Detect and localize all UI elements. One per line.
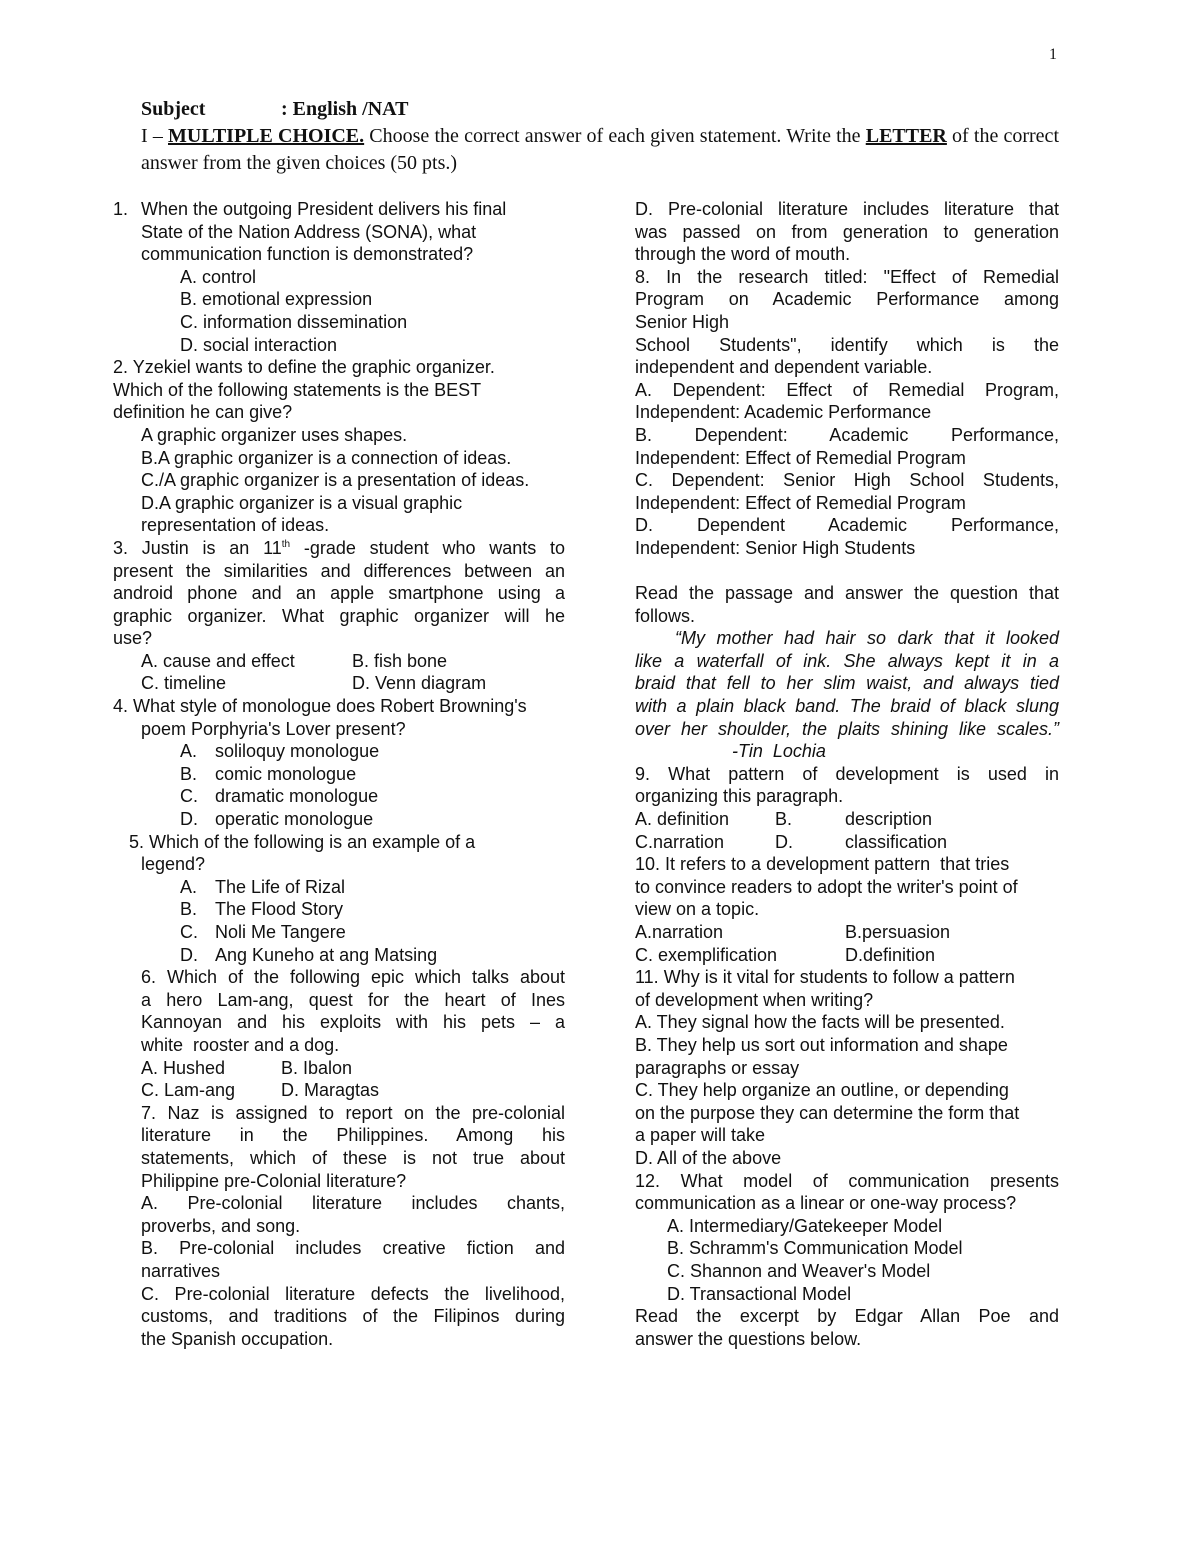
q5-choice-letter: D.	[180, 944, 198, 965]
q5-choice-letter: A.	[180, 876, 198, 897]
q4-choice-letter: B.	[180, 763, 198, 784]
q8-line: Program on Academic Performance among	[635, 289, 1059, 310]
q2-choice: D.A graphic organizer is a visual graphic	[141, 492, 463, 513]
q5-choice-letter: B.	[180, 899, 198, 920]
instr-letter: LETTER	[865, 125, 947, 147]
q11-option-b: paragraphs or essay	[635, 1057, 800, 1078]
passage-quote: like a waterfall of ink. She always kept it in a	[635, 650, 1059, 671]
q12-line: 12. What model of communication presents	[635, 1170, 1059, 1191]
instr-part2: Choose the correct answer of each given statement. Write the	[364, 125, 861, 147]
instr-mc: MULTIPLE CHOICE.	[168, 125, 365, 147]
q1-line: When the outgoing President delivers his final	[141, 199, 507, 219]
q3-sup: th	[281, 538, 291, 550]
q5-choice-letter: C.	[180, 922, 198, 942]
q1-choice: B. emotional expression	[180, 289, 373, 310]
q9-choice: description	[845, 809, 933, 830]
subject-line	[141, 95, 1059, 123]
subject-label: Subject	[141, 98, 206, 120]
question-2	[113, 356, 565, 537]
q3-choice: D. Venn diagram	[352, 673, 487, 694]
q11-line: 11. Why is it vital for students to follow a pattern	[635, 967, 1015, 988]
q7-line: 7. Naz is assigned to report on the pre-colonial	[141, 1102, 565, 1123]
q2-line: Which of the following statements is the BEST	[113, 379, 482, 400]
q12-line: communication as a linear or one-way process?	[635, 1193, 1017, 1214]
question-9	[635, 763, 1059, 853]
q8-option: Independent: Academic Performance	[635, 402, 932, 423]
q9-choice: C.narration	[635, 831, 725, 852]
q11-option-a: A. They signal how the facts will be presented.	[635, 1012, 1005, 1033]
q10-choice: B.persuasion	[845, 922, 951, 942]
q8-line: Senior High	[635, 311, 730, 332]
q4-choice: dramatic monologue	[215, 786, 379, 807]
q8-option: Independent: Effect of Remedial Program	[635, 492, 966, 513]
q9-choice: classification	[845, 831, 948, 852]
page-number: 1	[1049, 46, 1057, 63]
passage-quote: “My mother had hair so dark that it looked	[675, 628, 1059, 649]
q12-choice: C. Shannon and Weaver's Model	[667, 1260, 931, 1281]
q2-choice: A graphic organizer uses shapes.	[141, 424, 408, 445]
q7-option-d: was passed on from generation to generation	[635, 221, 1059, 242]
q11-option-c: a paper will take	[635, 1125, 766, 1146]
q6-choice: A. Hushed	[141, 1057, 226, 1078]
q2-line: definition he can give?	[113, 402, 293, 423]
left-column	[113, 198, 565, 1350]
q3-line	[113, 537, 565, 560]
q6-line: 6. Which of the following epic which talks about	[141, 967, 565, 988]
question-10	[635, 853, 1059, 966]
q3-line: graphic organizer. What graphic organizer will he	[113, 605, 565, 626]
q3-line: use?	[113, 628, 153, 649]
q7-option-d: through the word of mouth.	[635, 244, 851, 265]
q2-choice: representation of ideas.	[141, 515, 330, 536]
question-12	[635, 1170, 1059, 1306]
passage-quote: with a plain black band. The braid of black slung	[635, 696, 1059, 717]
passage-intro: Read the passage and answer the question that	[635, 583, 1059, 604]
q5-line: legend?	[141, 854, 206, 875]
q10-choice: C. exemplification	[635, 944, 778, 965]
passage	[635, 582, 1059, 763]
q8-option: Independent: Senior High Students	[635, 537, 916, 558]
excerpt-line: answer the questions below.	[635, 1328, 862, 1349]
q4-choice: comic monologue	[215, 763, 357, 784]
q11-option-c: C. They help organize an outline, or depending	[635, 1080, 1009, 1101]
q12-choice: A. Intermediary/Gatekeeper Model	[667, 1215, 943, 1236]
q5-choice: Ang Kuneho at ang Matsing	[215, 944, 438, 965]
q7-line: statements, which of these is not true about	[141, 1147, 565, 1168]
question-4	[113, 695, 565, 831]
q3-choice: B. fish bone	[352, 650, 448, 671]
blank-line	[635, 560, 1059, 583]
q1-line: communication function is demonstrated?	[141, 244, 474, 265]
q2-line: 2. Yzekiel wants to define the graphic organizer.	[113, 357, 495, 378]
q7-option-c: customs, and traditions of the Filipinos during	[141, 1306, 565, 1327]
q4-choice-letter: D.	[180, 809, 198, 830]
q4-choice-letter: C.	[180, 786, 198, 807]
q8-line: independent and dependent variable.	[635, 357, 933, 378]
q6-choice: D. Maragtas	[281, 1080, 380, 1101]
q12-choice: D. Transactional Model	[667, 1283, 852, 1304]
q8-option: A. Dependent: Effect of Remedial Program,	[635, 379, 1059, 400]
q7-option-d: D. Pre-colonial literature includes literature that	[635, 199, 1059, 219]
q4-choice: soliloquy monologue	[215, 741, 380, 762]
q6-choice: B. Ibalon	[281, 1057, 353, 1078]
passage-quote: braid that fell to her slim waist, and always tied	[635, 673, 1059, 694]
q10-line: view on a topic.	[635, 899, 760, 920]
question-7	[113, 1102, 565, 1351]
q8-option: C. Dependent: Senior High School Students,	[635, 470, 1059, 491]
q7-line: literature in the Philippines. Among his	[141, 1125, 565, 1146]
q3-line: android phone and an apple smartphone using a	[113, 583, 565, 604]
q3-text: -grade student who wants to	[290, 537, 566, 558]
q4-line: poem Porphyria's Lover present?	[141, 718, 406, 739]
q10-choice: A.narration	[635, 922, 724, 942]
q9-choice: A. definition	[635, 809, 730, 830]
q7-option-b: B. Pre-colonial includes creative fiction and	[141, 1238, 565, 1259]
instr-part1: I –	[141, 125, 168, 147]
instructions	[141, 123, 1059, 177]
q6-line: white rooster and a dog.	[141, 1034, 340, 1055]
q7-option-c: the Spanish occupation.	[141, 1328, 334, 1349]
q1-number: 1.	[113, 199, 129, 219]
q8-option: Independent: Effect of Remedial Program	[635, 447, 966, 468]
q2-choice: C./A graphic organizer is a presentation of ideas.	[141, 470, 530, 491]
right-column	[635, 198, 1059, 1350]
passage-author: -Tin Lochia	[732, 741, 826, 762]
q4-choice: operatic monologue	[215, 809, 374, 830]
q11-option-b: B. They help us sort out information and shape	[635, 1034, 1008, 1055]
q7-option-a: proverbs, and song.	[141, 1215, 301, 1236]
q1-choice: C. information dissemination	[180, 311, 408, 332]
q5-choice: Noli Me Tangere	[215, 922, 346, 942]
q8-option: D. Dependent Academic Performance,	[635, 515, 1059, 536]
subject-value: : English /NAT	[281, 98, 409, 120]
q5-choice: The Life of Rizal	[215, 876, 346, 897]
q7-option-c: C. Pre-colonial literature defects the livelihood,	[141, 1283, 565, 1304]
excerpt-line: Read the excerpt by Edgar Allan Poe and	[635, 1306, 1059, 1327]
q3-choice: C. timeline	[141, 673, 227, 694]
question-5	[113, 831, 565, 967]
q11-option-c: on the purpose they can determine the form that	[635, 1102, 1020, 1123]
q4-choice-letter: A.	[180, 741, 198, 762]
q6-line: Kannoyan and his exploits with his pets – a	[141, 1012, 565, 1033]
q12-choice: B. Schramm's Communication Model	[667, 1238, 963, 1259]
instr-part3: of the correct answer from the given choices (50 pts.)	[141, 125, 1059, 174]
q5-choice: The Flood Story	[215, 899, 344, 920]
q10-choice: D.definition	[845, 944, 936, 965]
q1-choice: D. social interaction	[180, 334, 338, 355]
q7-line: Philippine pre-Colonial literature?	[141, 1170, 407, 1191]
q7-option-a: A. Pre-colonial literature includes chants,	[141, 1193, 565, 1214]
exam-header	[141, 95, 1059, 177]
q4-line: 4. What style of monologue does Robert Browning's	[113, 696, 527, 717]
q8-line: 8. In the research titled: "Effect of Remedial	[635, 266, 1059, 287]
passage-quote: over her shoulder, the plaits shining like scales.”	[635, 718, 1059, 739]
q11-line: of development when writing?	[635, 989, 874, 1010]
q10-line: 10. It refers to a development pattern that tries	[635, 854, 1010, 875]
question-8	[635, 266, 1059, 560]
q2-choice: B.A graphic organizer is a connection of ideas.	[141, 447, 512, 468]
q11-option-d: D. All of the above	[635, 1147, 782, 1168]
q8-option: B. Dependent: Academic Performance,	[635, 424, 1059, 445]
question-7-continued	[635, 198, 1059, 266]
passage-intro: follows.	[635, 605, 696, 626]
question-6	[113, 966, 565, 1102]
q8-line: School Students", identify which is the	[635, 334, 1059, 355]
q9-choice-letter: D.	[775, 831, 793, 852]
question-3	[113, 537, 565, 695]
q1-choice: A. control	[180, 266, 257, 287]
q9-line: organizing this paragraph.	[635, 786, 844, 807]
q9-choice-letter: B.	[775, 809, 793, 830]
q3-choice: A. cause and effect	[141, 650, 295, 671]
question-1	[113, 198, 565, 356]
question-11	[635, 966, 1059, 1169]
q3-text: 3. Justin is an 11	[113, 537, 282, 558]
q9-line: 9. What pattern of development is used in	[635, 763, 1059, 784]
q1-line: State of the Nation Address (SONA), what	[141, 221, 477, 242]
q6-line: a hero Lam-ang, quest for the heart of Ines	[141, 989, 565, 1010]
q10-line: to convince readers to adopt the writer's point of	[635, 876, 1018, 897]
q7-option-b: narratives	[141, 1260, 221, 1281]
excerpt-instruction	[635, 1305, 1059, 1350]
q5-line: 5. Which of the following is an example of a	[129, 831, 476, 852]
q3-line: present the similarities and differences between an	[113, 560, 565, 581]
q6-choice: C. Lam-ang	[141, 1080, 236, 1101]
